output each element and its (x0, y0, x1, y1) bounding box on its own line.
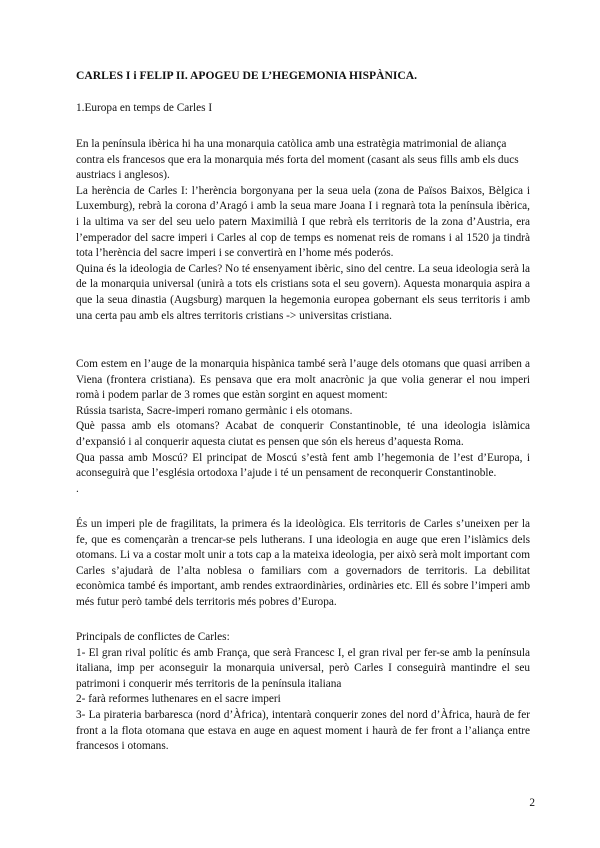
paragraph-p7: Qua passa amb Moscú? El principat de Moscú s’està fent amb l’hegemonia de l’est d’Europa, i aconseguirà que l’església ortodoxa l’ajude i té un pensament de reconquerir Constantinoble. (76, 451, 530, 480)
paragraph-p9: És un imperi ple de fragilitats, la primera és la ideològica. Els territoris de Carles s’uneixen per la fe, que es començaràn a trencar-se pels lutherans. I una ideologia en auge que eren l’islàmics dels otomans. Li va a costar molt unir a tots cap a la mateixa ideologia, per això serà molt important com Carles s’ajudarà de l’alta noblesa o familiars com a governadors de territoris. La debilitat econòmica també és important, amb rendes extraordinàries, ordinàries etc. Ell és sobre l’imperi amb més futur però també dels territoris més pobres d’Europa. (76, 518, 530, 608)
paragraph-p5: Rússia tsarista, Sacre-imperi romano germànic i els otomans. (76, 404, 353, 417)
page-number: 2 (529, 797, 535, 809)
paragraph-p13: 3- La pirateria barbaresca (nord d’Àfrica), intentarà conquerir zones del nord d’Àfrica, haurà de fer front a la flota otomana que estava en auge en aquest moment i haurà de fer front a l’aliança entre francesos i otomans. (76, 708, 530, 753)
paragraph-group-2 (76, 357, 530, 497)
paragraph-group-1 (76, 137, 530, 324)
paragraph-p12: 2- farà reformes luthenares en el sacre imperi (76, 693, 281, 706)
paragraph-p10: Principals de conflictes de Carles: (76, 631, 230, 643)
paragraph-p11: 1- El gran rival polític és amb França, que serà Francesc I, el gran rival per fer-se amb la península italiana, imp per aconseguir la monarquia universal, però Carles I conseguirà mantindre el seu patrimoni i conquerir més territoris de la península italiana (76, 646, 530, 690)
paragraph-p2: La herència de Carles I: l’herència borgonyana per la seua uela (zona de Països Baixos, Bèlgica i Luxemburg), rebrà la corona d’Aragó i amb la seua mare Joana I i regnarà tota la península ibèrica, i la ultima va ser del seu uelo patern Maximilià I que rebrà els territoris de la zona d’Austria, era l’emperador del sacre imperi i Carles al cop de temps es nomenat reis de romans i al 1520 ja tindrà tota l’herència del sacre imperi i se convertirà en l’home més poderós. (76, 184, 530, 260)
paragraph-p6: Què passa amb els otomans? Acabat de conquerir Constantinoble, té una ideologia islàmica d’expansió i al conquerir aquesta ciutat es pensen que són els hereus d’aquesta Roma. (76, 420, 530, 448)
paragraph-p8: . (76, 482, 79, 495)
conflicts-list (76, 630, 530, 755)
paragraph-p3: Quina és la ideologia de Carles? No té ensenyament ibèric, sino del centre. La seua ideologia serà la de la monarquia universal (unirà a tots els cristians sota el seu govern). Aquesta monarquia aspira a que la seua dinastia (Augsburg) marquen la hegemonia europea gobernant els seus territoris i amb una certa pau amb els altres territoris cristians -> universitas cristiana. (76, 262, 530, 322)
section-heading (76, 101, 530, 117)
document-title: CARLES I i FELIP II. APOGEU DE L’HEGEMONIA HISPÀNICA. (76, 69, 418, 82)
paragraph-group-3 (76, 517, 530, 611)
paragraph-p4: Com estem en l’auge de la monarquia hispànica també serà l’auge dels otomans que quasi arriben a Viena (frontera cristiana). Es pensava que era molt anacrònic ja que volia generar el nou imperi romà i podem parlar de 3 romes que estàn sorgint en aquest moment: (76, 358, 530, 402)
paragraph-p1: En la península ibèrica hi ha una monarquia catòlica amb una estratègia matrimonial de aliança contra els francesos que era la monarquia més forta del moment (casant als seus fills amb els ducs austriacs i anglesos). (76, 138, 519, 182)
section-heading-text: 1.Europa en temps de Carles I (76, 102, 213, 114)
